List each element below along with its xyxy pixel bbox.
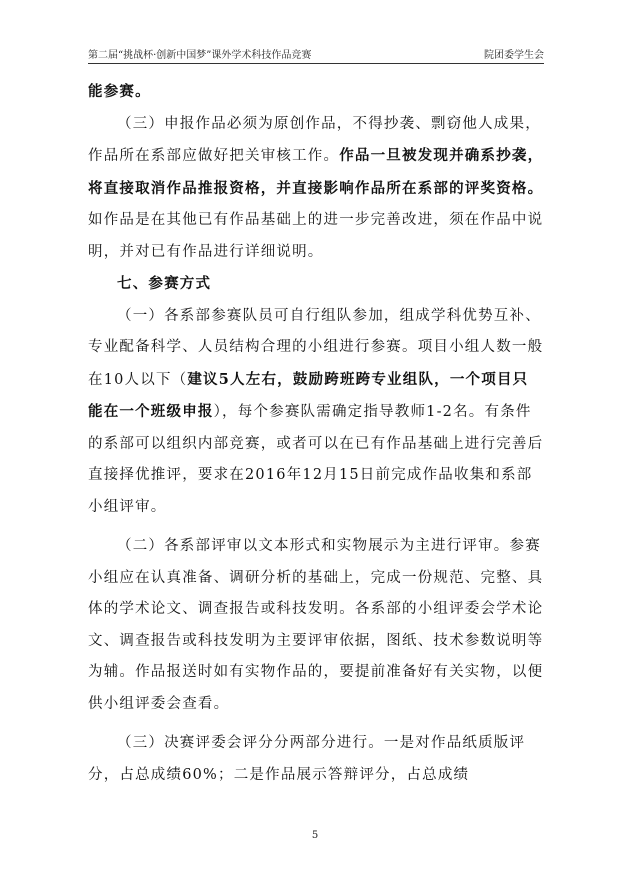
paragraph-review — [88, 531, 544, 720]
paragraph-text: （二）各系部评审以文本形式和实物展示为主进行评审。参赛小组应在认真准备、调研分析的基础上，完成一份规范、完整、具体的学术论文、调查报告或科技发明。各系部的小组评委会学术论文、调查报告或科技发明为主要评审依据，图纸、技术参数说明等为辅。作品报送时如有实物作品的，要提前准备好有关实物，以便供小组评委会查看。 — [88, 538, 544, 712]
paragraph-text: 如作品是在其他已有作品基础上的进一步完善改进，须在作品中说明，并对已有作品进行详细说明。 — [88, 212, 544, 260]
paragraph-final-scoring — [88, 728, 544, 791]
header-rule — [88, 63, 544, 64]
page-number: 5 — [311, 830, 319, 841]
heading-text: 七、参赛方式 — [117, 275, 212, 292]
section-heading — [88, 268, 544, 301]
bold-text: 建议5人左右，鼓励跨班跨专业组队，一个项目只能在一个班级申报 — [88, 370, 529, 420]
bold-text: 能参赛。 — [88, 83, 151, 100]
paragraph-text: ），每个参赛队需确定指导教师1-2名。有条件的系部可以组织内部竞赛，或者可以在已有作品基础上进行完善后直接择优推评，要求在2016年12月15日前完成作品收集和系部小组评审。 — [88, 404, 544, 515]
paragraph-team-formation — [88, 301, 544, 524]
header-organization: 院团委学生会 — [484, 50, 544, 61]
paragraph-text: （三）决赛评委会评分分两部分进行。一是对作品纸质版评分，占总成绩60%；二是作品展示答辩评分，占总成绩 — [88, 735, 526, 783]
header-title: 第二届“挑战杯·创新中国梦”课外学术科技作品竞赛 — [88, 50, 312, 61]
document-body — [88, 76, 544, 791]
running-header — [88, 46, 544, 62]
paragraph-text: （三）申报作品必须为原创作品，不得抄袭、剽窃他人成果，作品所在系部应做好把关审核工作。 — [88, 115, 541, 164]
paragraph-text: （一）各系部参赛队员可自行组队参加，组成学科优势互补、专业配备科学、人员结构合理的小组进行参赛。项目小组人数一般在10人以下（ — [88, 307, 544, 388]
paragraph-originality — [88, 109, 544, 269]
bold-text: 作品一旦被发现并确系抄袭，将直接取消作品推报资格，并直接影响作品所在系部的评奖资格。 — [88, 147, 544, 197]
continued-paragraph — [88, 76, 544, 109]
